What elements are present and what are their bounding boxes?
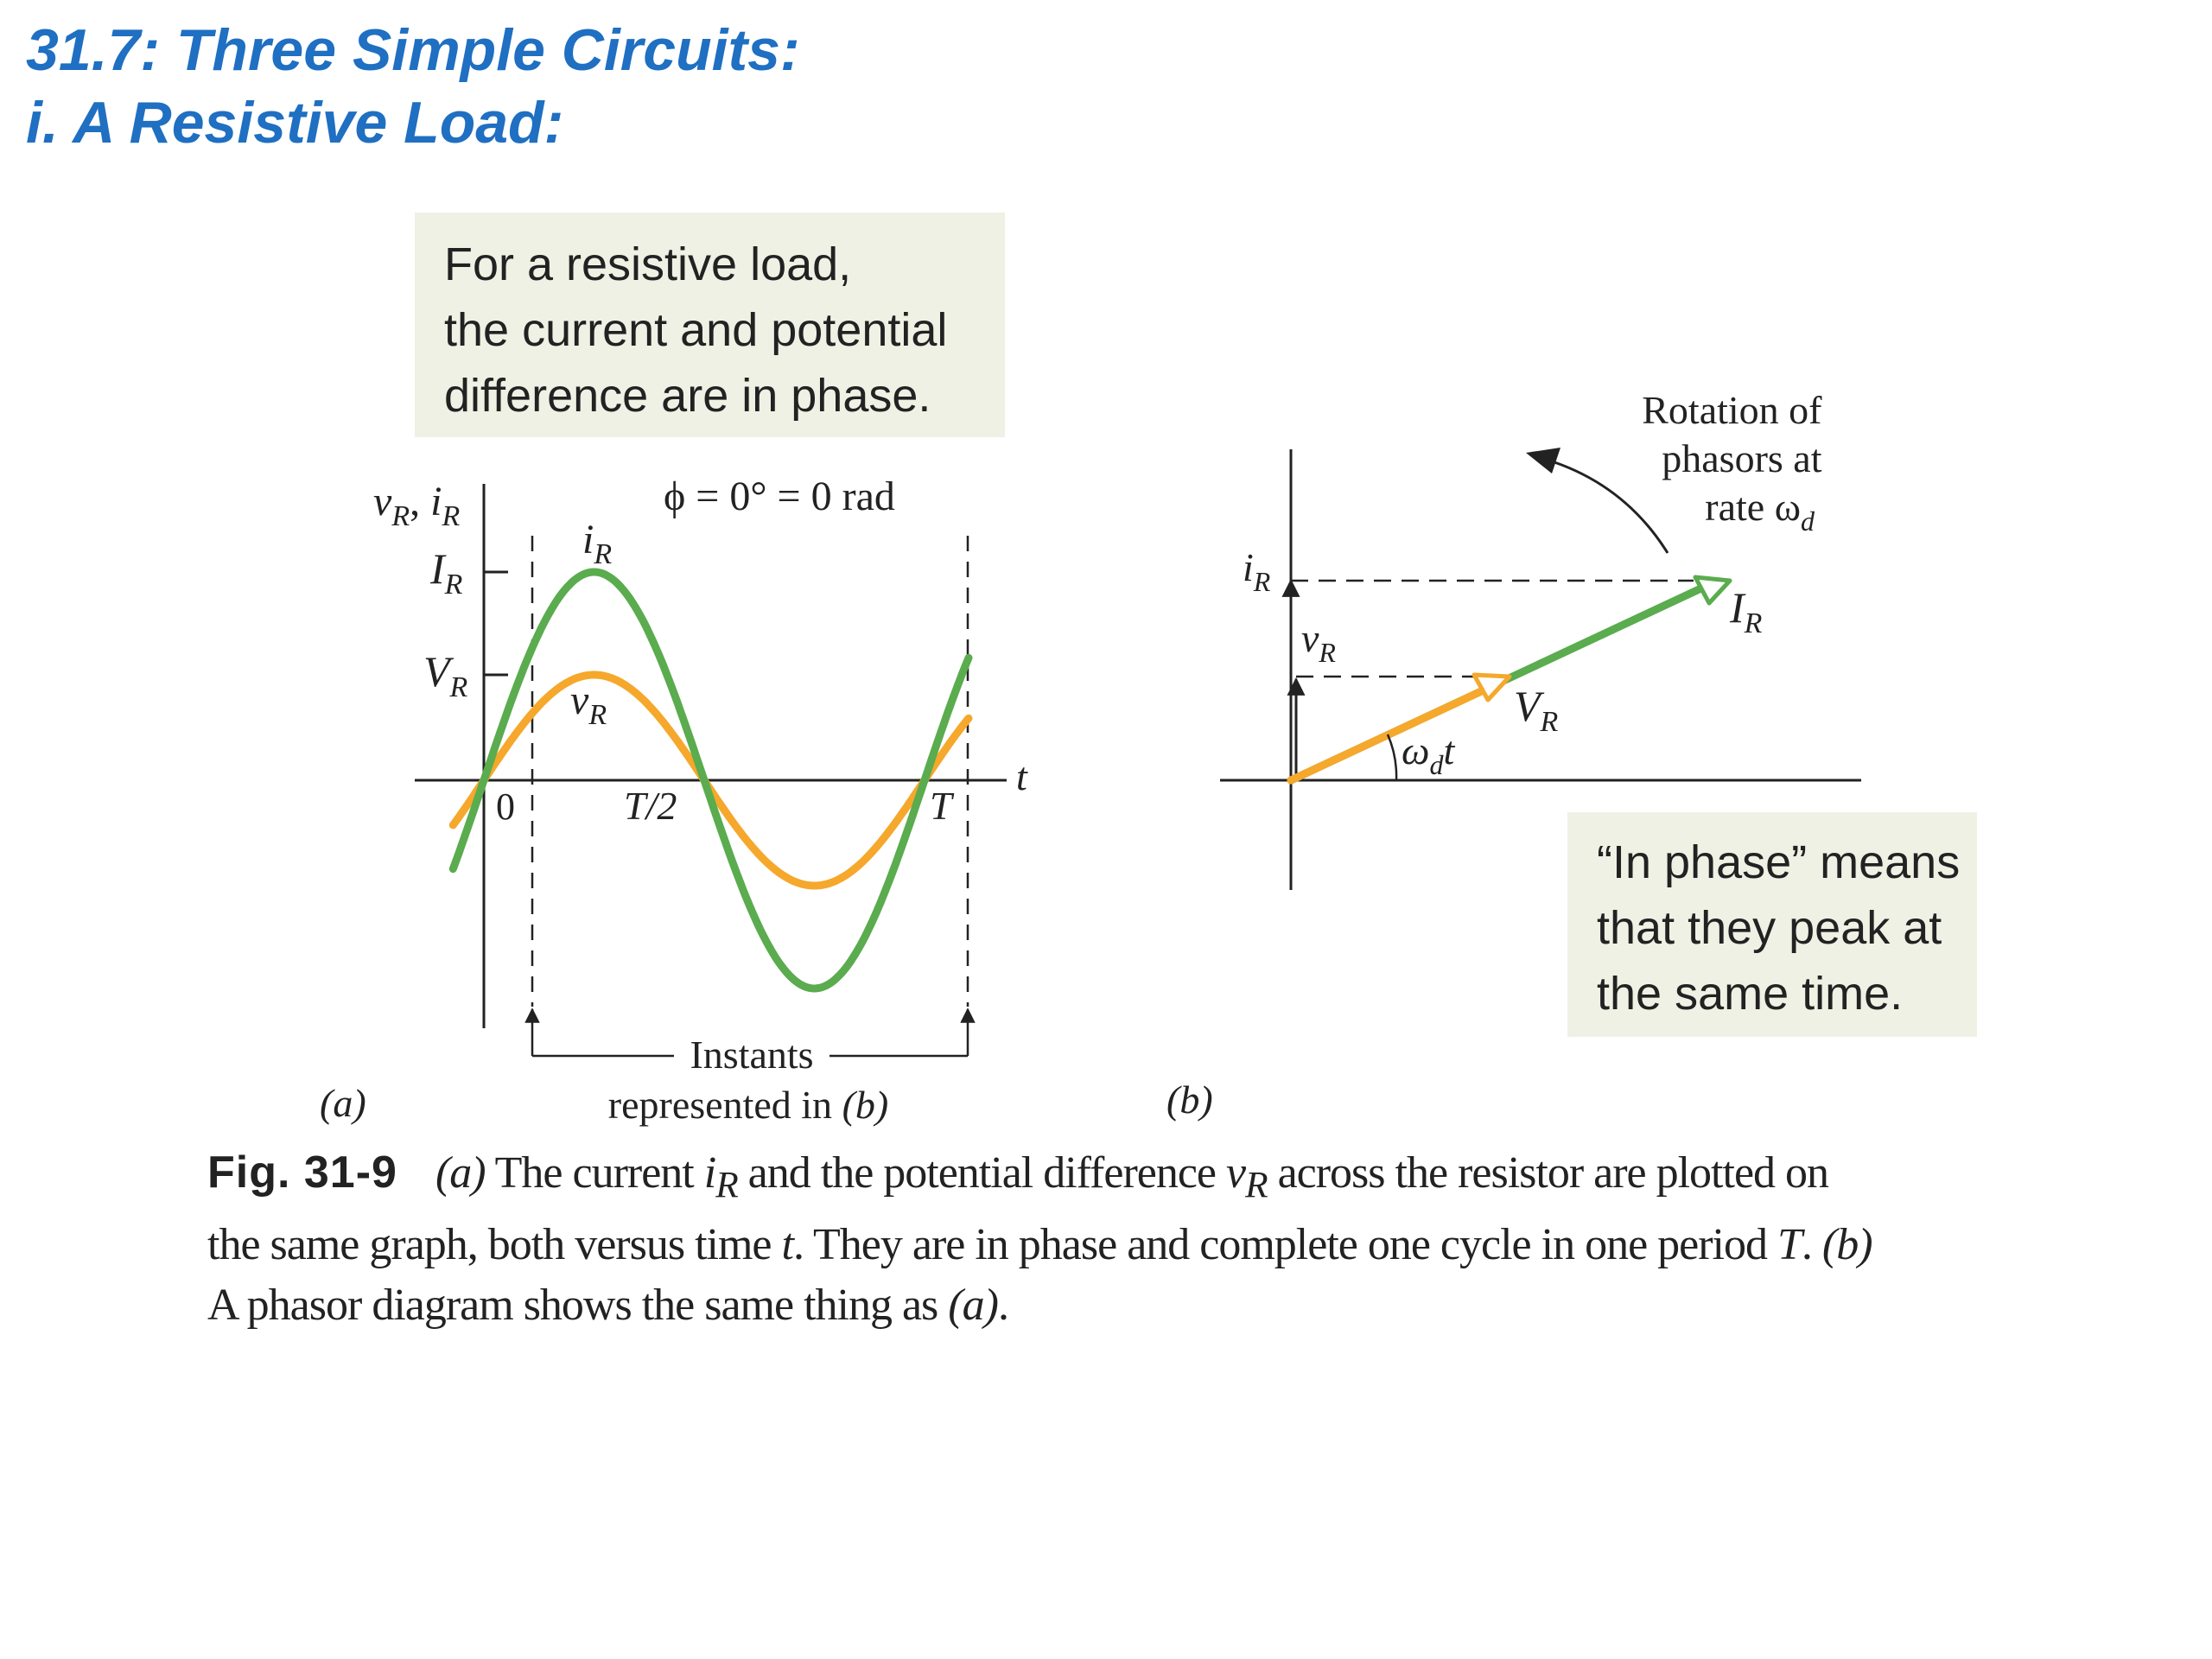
callout-b-line: the same time.: [1597, 968, 1904, 1020]
instants-label-2: represented in (b): [607, 1083, 889, 1127]
voltage-curve-label: $v_R$: [570, 677, 607, 731]
angle-label: $\omega_dt$: [1402, 728, 1455, 780]
panel-b-phasor-diagram: [1166, 388, 1861, 1122]
tick-I-label: $I_R$: [430, 544, 463, 601]
phasor-V-label: $V_R$: [1514, 682, 1559, 738]
caption-fig-label: Fig. 31-9: [207, 1147, 397, 1198]
tick-V-label: $V_R$: [423, 647, 468, 703]
phasor-v-label: $v_R$: [1301, 616, 1336, 668]
title-line-2: i. A Resistive Load:: [26, 90, 564, 156]
caption-line-1: Fig. 31-9 (a) The current $i_R$ and the potential difference $v_R$ across the resistor are plotted on: [207, 1147, 1829, 1206]
callout-b-line: that they peak at: [1597, 902, 1942, 954]
phasor-i-label: $i_R$: [1243, 545, 1271, 597]
current-phasor-head: [1695, 577, 1730, 603]
x-tick-period: T: [930, 784, 952, 828]
callout-b-line: “In phase” means: [1597, 836, 1961, 888]
title-line-1: 31.7: Three Simple Circuits:: [26, 17, 800, 83]
current-curve-label: $i_R$: [582, 517, 613, 570]
panel-a-label: (a): [320, 1081, 366, 1125]
callout-a-line: For a resistive load,: [444, 238, 852, 290]
caption-line-2: the same graph, both versus time t. They are in phase and complete one cycle in one period T. (b): [207, 1220, 1872, 1270]
callout-a-line: the current and potential: [444, 304, 948, 356]
x-tick-0: 0: [496, 785, 515, 828]
rotation-arrowhead: [1526, 448, 1560, 474]
x-axis-label: t: [1016, 754, 1027, 798]
y-axis-label: $v_R$, $i_R$: [373, 479, 461, 532]
caption-line-3: A phasor diagram shows the same thing as (a).: [207, 1281, 1008, 1331]
phase-label: ϕ = 0° = 0 rad: [664, 474, 895, 519]
voltage-phasor: [1291, 687, 1491, 780]
panel-a-graph: [320, 474, 1028, 1127]
rotation-arrow: [1547, 460, 1668, 553]
instants-label: Instants: [690, 1033, 814, 1077]
angle-arc: [1388, 734, 1396, 780]
panel-b-label: (b): [1166, 1077, 1213, 1122]
x-tick-half-period: T/2: [624, 784, 677, 828]
figure-caption: [207, 1142, 2108, 1336]
rotation-label: Rotation of phasors at rate $\omega_d$: [1642, 388, 1822, 537]
callout-a-line: difference are in phase.: [444, 370, 931, 422]
phasor-I-label: $I_R$: [1730, 583, 1763, 639]
